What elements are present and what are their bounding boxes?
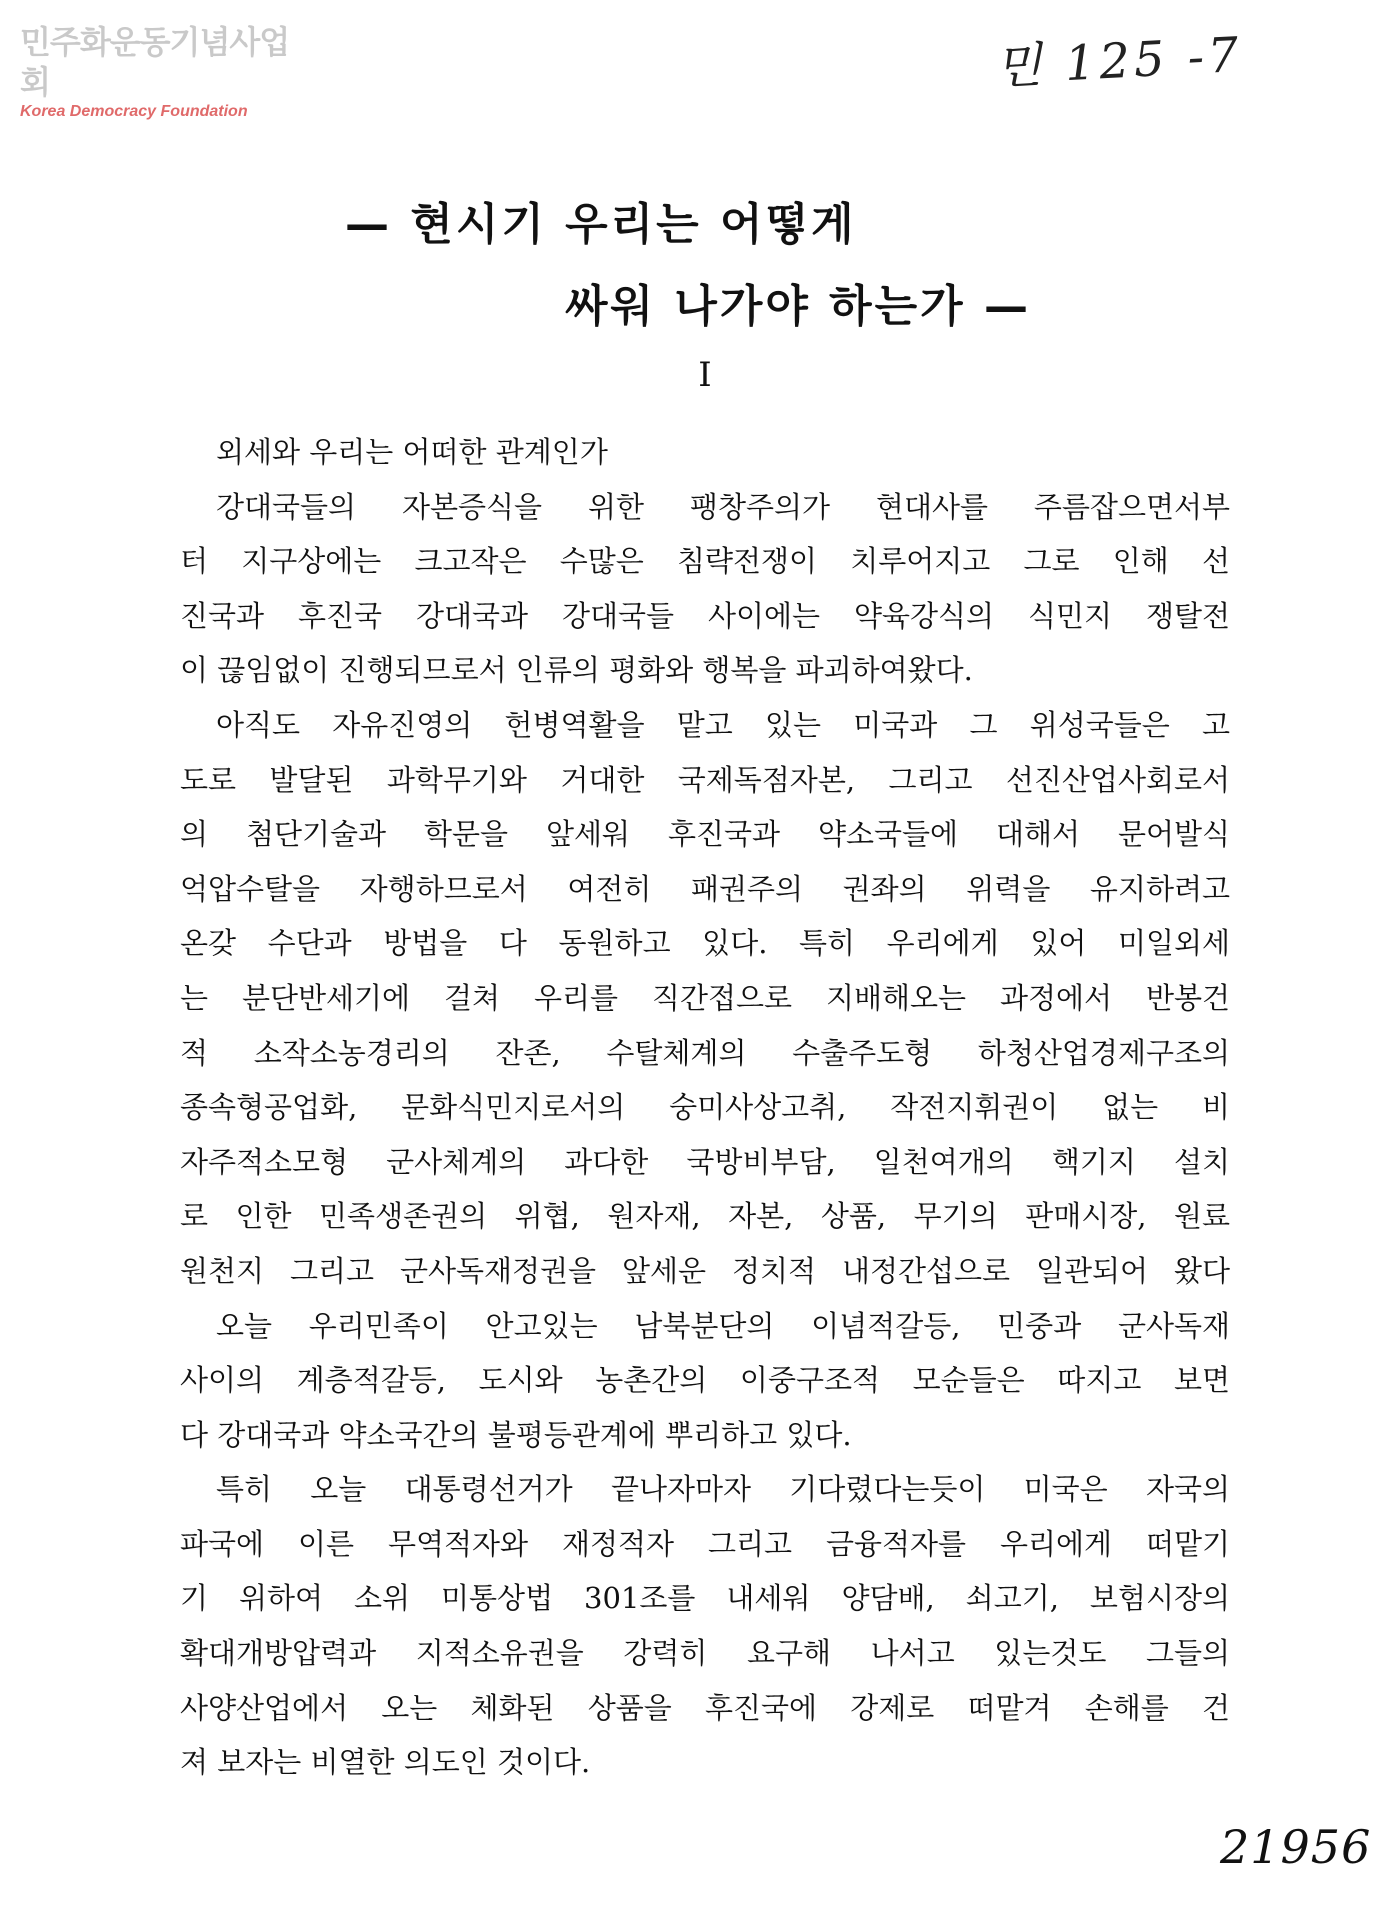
body-line: 확대개방압력과 지적소유권을 강력히 요구해 나서고 있는것도 그들의 — [180, 1636, 1230, 1671]
body-line: 터 지구상에는 크고작은 수많은 침략전쟁이 치루어지고 그로 인해 선 — [180, 544, 1230, 579]
body-line: 원천지 그리고 군사독재정권을 앞세운 정치적 내정간섭으로 일관되어 왔다 — [180, 1253, 1230, 1288]
title-line-1: — 현시기 우리는 어떻게 — [345, 199, 857, 250]
body-line: 적 소작소농경리의 잔존, 수탈체계의 수출주도형 하청산업경제구조의 — [180, 1035, 1230, 1070]
handwritten-archive-number: 21956 — [1220, 1820, 1372, 1874]
body-line: 의 첨단기술과 학문을 앞세워 후진국과 약소국들에 대해서 문어발식 — [180, 817, 1230, 852]
watermark-english: Korea Democracy Foundation — [20, 103, 248, 120]
body-line: 아직도 자유진영의 헌병역활을 맡고 있는 미국과 그 위성국들은 고 — [216, 707, 1230, 742]
section-numeral: I — [698, 355, 712, 395]
body-line: 종속형공업화, 문화식민지로서의 숭미사상고취, 작전지휘권이 없는 비 — [180, 1090, 1230, 1125]
section-heading: 외세와 우리는 어떠한 관계인가 — [216, 435, 608, 469]
body-line: 다 강대국과 약소국간의 불평등관계에 뿌리하고 있다. — [180, 1417, 852, 1452]
body-line: 파국에 이른 무역적자와 재정적자 그리고 금융적자를 우리에게 떠맡기 — [180, 1526, 1230, 1561]
body-line: 자주적소모형 군사체계의 과다한 국방비부담, 일천여개의 핵기지 설치 — [180, 1144, 1230, 1179]
watermark-korean: 민주화운동기념사업회 — [20, 23, 290, 101]
foundation-watermark — [20, 22, 300, 122]
body-line: 오늘 우리민족이 안고있는 남북분단의 이념적갈등, 민중과 군사독재 — [216, 1308, 1230, 1343]
body-line: 강대국들의 자본증식을 위한 팽창주의가 현대사를 주름잡으면서부 — [216, 489, 1230, 524]
body-line: 도로 발달된 과학무기와 거대한 국제독점자본, 그리고 선진산업사회로서 — [180, 762, 1230, 797]
body-line: 특히 오늘 대통령선거가 끝나자마자 기다렸다는듯이 미국은 자국의 — [216, 1472, 1230, 1507]
body-line: 사양산업에서 오는 체화된 상품을 후진국에 강제로 떠맡겨 손해를 건 — [180, 1690, 1230, 1725]
title-line-2: 싸워 나가야 하는가 — — [565, 281, 1031, 332]
body-line: 이 끊임없이 진행되므로서 인류의 평화와 행복을 파괴하여왔다. — [180, 653, 973, 688]
body-line: 는 분단반세기에 걸쳐 우리를 직간접으로 지배해오는 과정에서 반봉건 — [180, 980, 1230, 1015]
body-line: 기 위하여 소위 미통상법 301조를 내세워 양담배, 쇠고기, 보험시장의 — [180, 1581, 1230, 1616]
handwritten-document-number: 민 125 -7 — [993, 26, 1244, 96]
body-line: 져 보자는 비열한 의도인 것이다. — [180, 1745, 591, 1780]
body-line: 온갖 수단과 방법을 다 동원하고 있다. 특히 우리에게 있어 미일외세 — [180, 926, 1230, 961]
body-text — [180, 425, 1230, 1790]
body-line: 억압수탈을 자행하므로서 여전히 패권주의 권좌의 위력을 유지하려고 — [180, 871, 1230, 906]
body-line: 로 인한 민족생존권의 위협, 원자재, 자본, 상품, 무기의 판매시장, 원료 — [180, 1199, 1230, 1234]
body-line: 진국과 후진국 강대국과 강대국들 사이에는 약육강식의 식민지 쟁탈전 — [180, 598, 1230, 633]
body-line: 사이의 계층적갈등, 도시와 농촌간의 이중구조적 모순들은 따지고 보면 — [180, 1363, 1230, 1398]
